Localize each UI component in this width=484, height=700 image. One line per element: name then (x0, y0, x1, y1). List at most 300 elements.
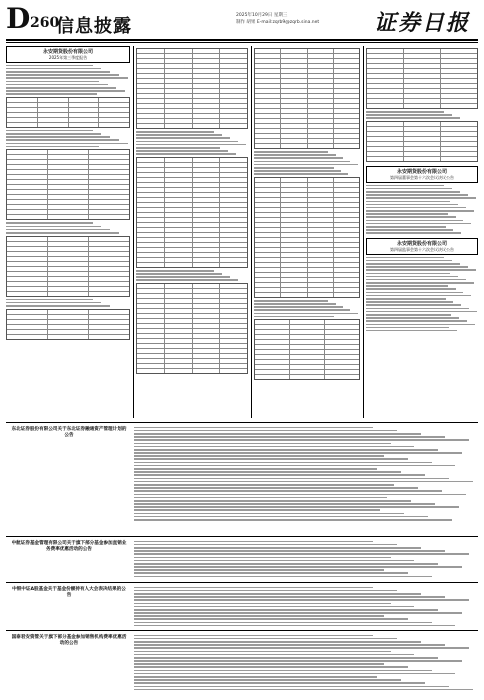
text-line (134, 474, 425, 476)
text-line (134, 487, 418, 489)
table-cell (69, 108, 100, 112)
table-cell (89, 165, 129, 169)
table-cell (255, 104, 281, 108)
table-cell (89, 200, 129, 204)
table-cell (441, 99, 477, 103)
table-cell (137, 94, 165, 98)
table-cell (193, 339, 221, 343)
table-cell (308, 69, 334, 73)
table-cell (165, 104, 193, 108)
table-row (255, 144, 359, 148)
column-divider (363, 46, 364, 418)
text-line (366, 295, 471, 297)
table-cell (165, 304, 193, 308)
table-cell (165, 213, 193, 217)
table-cell (308, 74, 334, 78)
table-cell (325, 340, 359, 344)
table-cell (193, 193, 221, 197)
table-row (7, 335, 129, 339)
table-cell (220, 59, 247, 63)
table-cell (255, 114, 281, 118)
table-cell (308, 134, 334, 138)
table-cell (308, 243, 334, 247)
table-cell (89, 282, 129, 286)
table-cell (48, 277, 89, 281)
table-cell (281, 268, 307, 272)
table-cell (89, 262, 129, 266)
data-table (254, 177, 360, 298)
text-line (366, 273, 450, 275)
table-cell (281, 193, 307, 197)
table-cell (193, 124, 221, 128)
table-cell (48, 325, 89, 329)
table-cell (7, 175, 48, 179)
table-cell (220, 314, 247, 318)
table-cell (137, 114, 165, 118)
table-row (7, 123, 129, 127)
text-line (134, 566, 462, 568)
table-cell (193, 289, 221, 293)
table-cell (255, 213, 281, 217)
table-cell (367, 79, 404, 83)
header-meta (236, 12, 386, 26)
text-line (134, 576, 432, 578)
table-cell (220, 284, 247, 288)
table-cell (334, 79, 359, 83)
table-cell (220, 114, 247, 118)
text-line (134, 553, 469, 555)
table-cell (69, 98, 100, 102)
text-line (366, 269, 476, 271)
table-cell (7, 257, 48, 261)
announcement-title: 2025年第三季度报告 (48, 55, 88, 60)
data-table (254, 48, 360, 149)
table-cell (165, 218, 193, 222)
table-cell (255, 188, 281, 192)
table-cell (137, 248, 165, 252)
table-cell (137, 54, 165, 58)
table-cell (7, 155, 48, 159)
table-cell (89, 150, 129, 154)
table-cell (99, 108, 129, 112)
header-rule (6, 39, 478, 41)
table-cell (404, 49, 441, 53)
table-cell (193, 248, 221, 252)
text-line (134, 497, 387, 499)
table-cell (89, 292, 129, 296)
table-cell (441, 132, 477, 136)
text-line (134, 478, 449, 480)
table-cell (281, 288, 307, 292)
text-line (134, 647, 469, 649)
table-cell (165, 233, 193, 237)
table-cell (441, 59, 477, 63)
text-line (134, 455, 384, 457)
table-cell (281, 243, 307, 247)
column-divider (251, 46, 252, 418)
text-line (134, 547, 421, 549)
text-line (134, 676, 377, 678)
table-cell (165, 158, 193, 162)
text-line (134, 506, 459, 508)
table-cell (193, 178, 221, 182)
table-cell (281, 178, 307, 182)
table-cell (334, 104, 359, 108)
table-cell (367, 99, 404, 103)
text-line (6, 302, 101, 304)
table-cell (334, 69, 359, 73)
table-cell (193, 114, 221, 118)
text-line (134, 590, 397, 592)
table-cell (89, 215, 129, 219)
table-cell (89, 210, 129, 214)
table-cell (193, 284, 221, 288)
table-cell (308, 124, 334, 128)
text-line (254, 170, 341, 172)
table-cell (255, 74, 281, 78)
table-cell (7, 287, 48, 291)
table-cell (308, 288, 334, 292)
table-cell (325, 345, 359, 349)
data-table (136, 157, 248, 268)
text-line (134, 452, 462, 454)
text-line (6, 81, 99, 83)
table-cell (220, 49, 247, 53)
table-cell (334, 74, 359, 78)
text-line (134, 468, 377, 470)
table-cell (281, 49, 307, 53)
table-cell (325, 320, 359, 324)
table-cell (367, 84, 404, 88)
table-cell (137, 339, 165, 343)
table-cell (137, 89, 165, 93)
table-cell (334, 283, 359, 287)
table-cell (165, 99, 193, 103)
column-3 (254, 46, 360, 418)
text-line (254, 309, 350, 311)
table-cell (325, 365, 359, 369)
data-table (136, 48, 248, 129)
table-cell (89, 237, 129, 241)
announcement-box-board (366, 166, 478, 183)
table-cell (404, 127, 441, 131)
text-line (366, 210, 474, 212)
text-line (366, 232, 461, 234)
table-cell (220, 203, 247, 207)
table-cell (89, 277, 129, 281)
table-cell (255, 124, 281, 128)
table-cell (137, 178, 165, 182)
text-line (6, 74, 119, 76)
table-cell (325, 355, 359, 359)
text-line (366, 301, 453, 303)
table-cell (308, 54, 334, 58)
table-cell (48, 257, 89, 261)
text-line (134, 670, 432, 672)
text-line (254, 151, 328, 153)
table-cell (165, 238, 193, 242)
table-row (367, 157, 477, 161)
table-cell (220, 124, 247, 128)
table-cell (334, 228, 359, 232)
table-cell (220, 243, 247, 247)
text-line (134, 541, 373, 543)
column-4-body (366, 185, 478, 234)
table-cell (165, 54, 193, 58)
table-cell (334, 258, 359, 262)
table-cell (220, 193, 247, 197)
table-cell (308, 129, 334, 133)
table-cell (165, 79, 193, 83)
table-cell (308, 228, 334, 232)
table-cell (281, 84, 307, 88)
table-cell (89, 175, 129, 179)
table-cell (255, 223, 281, 227)
table-cell (137, 168, 165, 172)
text-line (134, 622, 432, 624)
table-cell (137, 188, 165, 192)
table-cell (334, 178, 359, 182)
table-cell (193, 233, 221, 237)
text-line (366, 220, 463, 222)
table-cell (165, 89, 193, 93)
text-line (254, 313, 358, 315)
table-cell (165, 349, 193, 353)
table-cell (334, 243, 359, 247)
table-cell (220, 188, 247, 192)
text-line (134, 519, 452, 521)
text-line (366, 260, 452, 262)
table-cell (48, 180, 89, 184)
table-cell (193, 89, 221, 93)
table-cell (334, 84, 359, 88)
table-cell (220, 173, 247, 177)
table-cell (193, 198, 221, 202)
table-cell (308, 64, 334, 68)
table-cell (281, 253, 307, 257)
text-line (366, 114, 452, 116)
table-cell (325, 370, 359, 374)
announcement-box-main (6, 46, 130, 63)
table-cell (308, 49, 334, 53)
table-cell (308, 94, 334, 98)
text-line (134, 654, 414, 656)
table-cell (255, 99, 281, 103)
table-cell (7, 103, 38, 107)
table-cell (281, 188, 307, 192)
table-cell (308, 213, 334, 217)
text-line (134, 433, 421, 435)
table-cell (367, 64, 404, 68)
table-cell (308, 238, 334, 242)
text-line (134, 689, 473, 691)
column-1 (6, 46, 130, 418)
text-line (366, 276, 458, 278)
table-cell (308, 248, 334, 252)
table-cell (48, 190, 89, 194)
table-cell (334, 134, 359, 138)
table-cell (334, 89, 359, 93)
table-cell (220, 319, 247, 323)
table-cell (255, 238, 281, 242)
text-line (134, 462, 432, 464)
table-cell (334, 183, 359, 187)
table-cell (89, 267, 129, 271)
table-cell (220, 258, 247, 262)
table-cell (220, 109, 247, 113)
table-cell (48, 335, 89, 339)
table-cell (38, 123, 69, 127)
table-cell (137, 203, 165, 207)
text-line (134, 625, 455, 627)
table-cell (290, 375, 325, 379)
table-cell (281, 144, 307, 148)
table-cell (193, 369, 221, 373)
table-cell (165, 319, 193, 323)
table-cell (48, 330, 89, 334)
table-row (7, 292, 129, 296)
table-cell (137, 119, 165, 123)
text-line (134, 490, 442, 492)
table-cell (255, 263, 281, 267)
table-cell (334, 114, 359, 118)
table-cell (193, 223, 221, 227)
table-cell (308, 268, 334, 272)
table-cell (334, 203, 359, 207)
table-cell (137, 198, 165, 202)
text-line (6, 229, 110, 231)
table-cell (255, 335, 290, 339)
table-cell (193, 364, 221, 368)
table-cell (334, 268, 359, 272)
table-cell (220, 233, 247, 237)
text-line (254, 167, 334, 169)
text-line (134, 660, 462, 662)
data-table (6, 309, 130, 340)
table-cell (255, 178, 281, 182)
section-title: 信息披露 (56, 16, 132, 37)
text-line (366, 324, 475, 326)
table-cell (137, 223, 165, 227)
text-line (134, 430, 397, 432)
table-cell (165, 354, 193, 358)
text-line (134, 599, 469, 601)
table-cell (255, 325, 290, 329)
table-cell (255, 119, 281, 123)
table-cell (48, 282, 89, 286)
table-cell (441, 69, 477, 73)
table-cell (255, 233, 281, 237)
table-cell (7, 165, 48, 169)
table-cell (281, 233, 307, 237)
table-cell (193, 349, 221, 353)
text-line (134, 436, 445, 438)
date-line: 2025年10月29日 星期三 (236, 13, 288, 18)
table-cell (334, 49, 359, 53)
table-cell (89, 155, 129, 159)
table-cell (367, 59, 404, 63)
header-rule-thin (6, 42, 478, 43)
text-line (6, 87, 116, 89)
table-cell (367, 74, 404, 78)
table-cell (404, 142, 441, 146)
data-table (6, 236, 130, 297)
table-cell (7, 185, 48, 189)
text-line (136, 279, 238, 281)
table-cell (281, 69, 307, 73)
table-cell (367, 137, 404, 141)
text-line (134, 563, 438, 565)
text-line (134, 641, 421, 643)
table-cell (99, 123, 129, 127)
bottom-title: 中航证券基金管理有限公司关于旗下部分基金参加直销业务费率优惠活动的公告 (11, 541, 127, 552)
table-cell (441, 89, 477, 93)
table-cell (48, 252, 89, 256)
table-cell (137, 258, 165, 262)
text-line (134, 593, 421, 595)
data-table (366, 121, 478, 162)
table-cell (48, 205, 89, 209)
text-line (366, 188, 452, 190)
table-cell (255, 94, 281, 98)
table-cell (404, 157, 441, 161)
table-cell (367, 147, 404, 151)
text-line (366, 311, 477, 313)
text-line (6, 226, 101, 228)
table-cell (281, 213, 307, 217)
table-cell (165, 84, 193, 88)
table-cell (308, 233, 334, 237)
table-cell (137, 334, 165, 338)
text-line (134, 446, 414, 448)
table-cell (255, 139, 281, 143)
table-cell (220, 178, 247, 182)
text-line (254, 173, 348, 175)
text-line (134, 484, 394, 486)
table-cell (7, 315, 48, 319)
bottom-title: 中银中证A股基金关于基金份额持有人大会表决结果的公告 (12, 587, 126, 598)
table-cell (255, 253, 281, 257)
table-cell (137, 109, 165, 113)
table-cell (137, 163, 165, 167)
table-cell (165, 168, 193, 172)
table-cell (89, 257, 129, 261)
table-cell (220, 238, 247, 242)
table-cell (137, 213, 165, 217)
table-cell (220, 334, 247, 338)
text-line (6, 84, 108, 86)
table-cell (48, 165, 89, 169)
text-line (134, 500, 411, 502)
table-cell (193, 119, 221, 123)
table-cell (7, 150, 48, 154)
text-line (366, 314, 451, 316)
table-cell (281, 64, 307, 68)
text-line (134, 603, 391, 605)
text-line (134, 471, 401, 473)
text-line (134, 544, 397, 546)
table-cell (281, 263, 307, 267)
table-cell (290, 320, 325, 324)
table-cell (281, 59, 307, 63)
table-cell (89, 325, 129, 329)
table-cell (220, 248, 247, 252)
table-cell (48, 210, 89, 214)
table-cell (281, 129, 307, 133)
text-line (134, 606, 414, 608)
table-cell (255, 109, 281, 113)
table-cell (48, 200, 89, 204)
